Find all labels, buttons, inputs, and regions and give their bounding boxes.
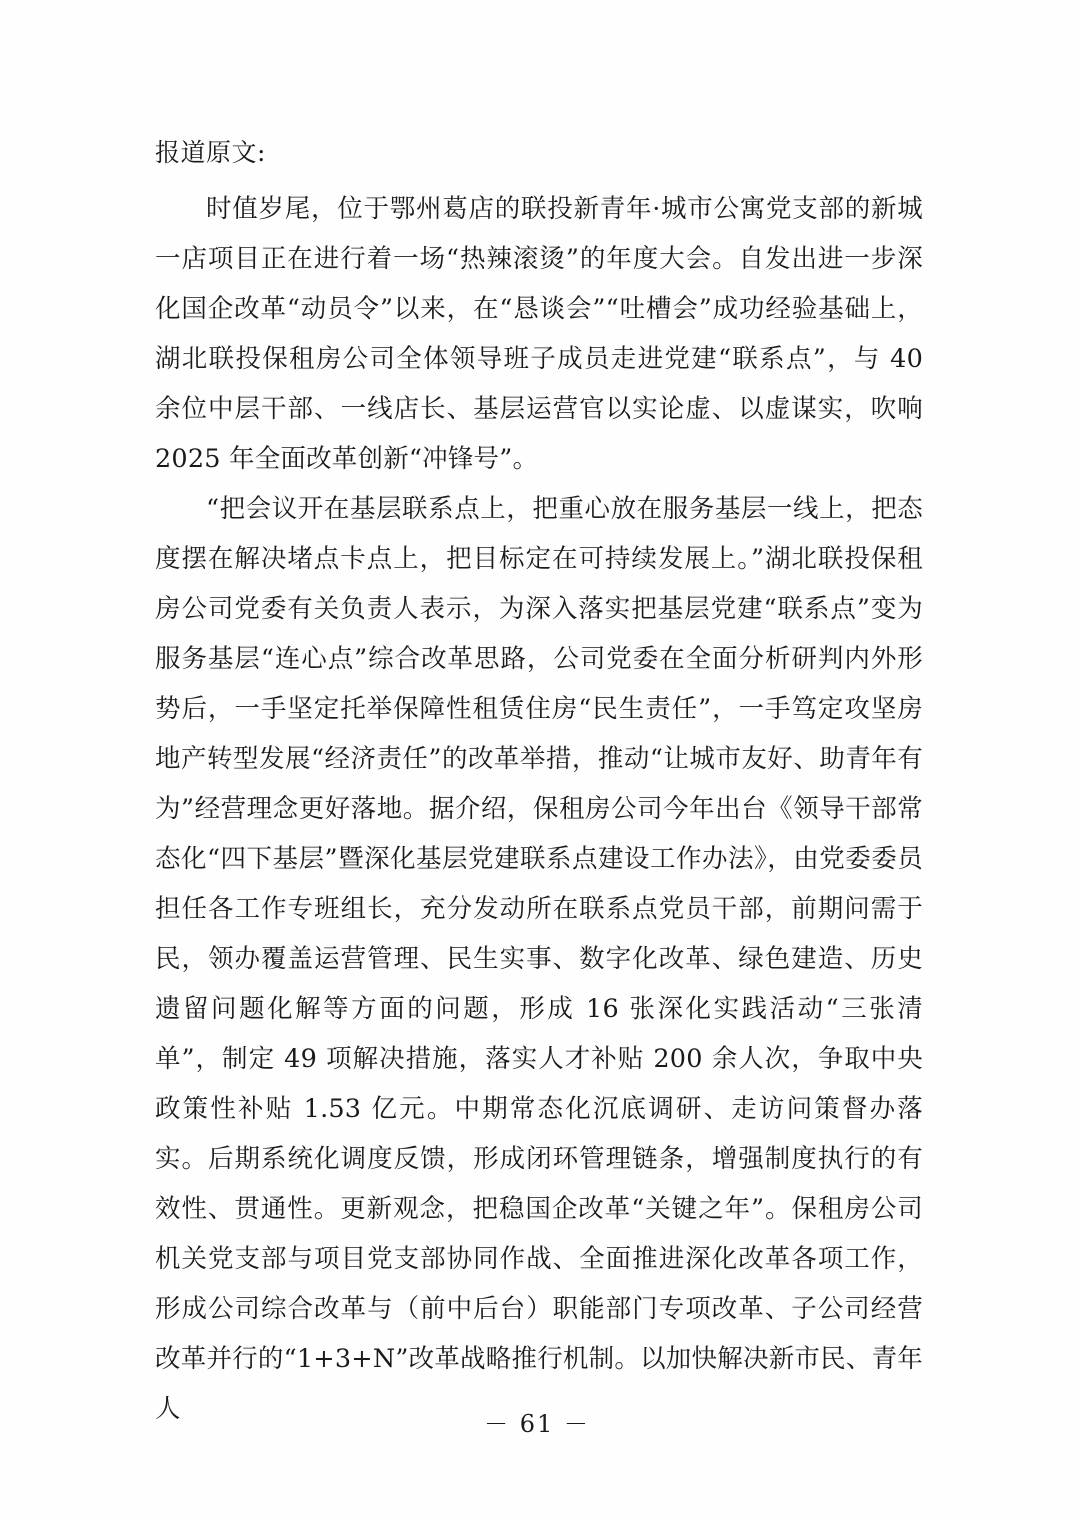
paragraph-2: “把会议开在基层联系点上，把重心放在服务基层一线上，把态度摆在解决堵点卡点上，把目标定在可持续发展上。”湖北联投保租房公司党委有关负责人表示，为深入落实把基层党建“联系点”变为服务基层“连心点”综合改革思路，公司党委在全面分析研判内外形势后，一手坚定托举保障性租赁住房“民生责任”，一手笃定攻坚房地产转型发展“经济责任”的改革举措，推动“让城市友好、助青年有为”经营理念更好落地。据介绍，保租房公司今年出台《领导干部常态化“四下基层”暨深化基层党建联系点建设工作办法》，由党委委员担任各工作专班组长，充分发动所在联系点党员干部，前期问需于民，领办覆盖运营管理、民生实事、数字化改革、绿色建造、历史遗留问题化解等方面的问题，形成 16 张深化实践活动“三张清单”，制定 49 项解决措施，落实人才补贴 200 余人次，争取中央政策性补贴 1.53 亿元。中期常态化沉底调研、走访问策督办落实。后期系统化调度反馈，形成闭环管理链条，增强制度执行的有效性、贯通性。更新观念，把稳国企改革“关键之年”。保租房公司机关党支部与项目党支部协同作战、全面推进深化改革各项工作，形成公司综合改革与（前中后台）职能部门专项改革、子公司经营改革并行的“1+3+N”改革战略推行机制。以加快解决新市民、青年人 bbox=[155, 494, 923, 1424]
paragraph-1: 时值岁尾，位于鄂州葛店的联投新青年·城市公寓党支部的新城一店项目正在进行着一场“热辣滚烫”的年度大会。自发出进一步深化国企改革“动员令”以来，在“恳谈会”“吐槽会”成功经验基础上，湖北联投保租房公司全体领导班子成员走进党建“联系点”，与 40 余位中层干部、一线店长、基层运营官以实论虚、以虚谋实，吹响 2025 年全面改革创新“冲锋号”。 bbox=[155, 194, 923, 474]
page-content bbox=[155, 128, 923, 1434]
lead-label: 报道原文: bbox=[155, 138, 266, 167]
page-number: － 61 － bbox=[484, 1410, 590, 1438]
